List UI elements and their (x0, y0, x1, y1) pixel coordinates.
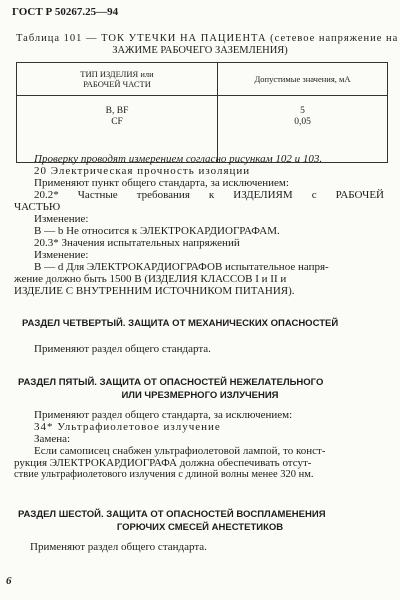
page-number: 6 (6, 575, 12, 587)
paragraph: 20.2* Частные требования к ИЗДЕЛИЯМ с РАБОЧЕЙ (34, 189, 384, 201)
standard-header: ГОСТ Р 50267.25—94 (12, 6, 119, 18)
paragraph: Проверку проводят измерением согласно рисункам 102 и 103. (34, 153, 323, 165)
paragraph: B — d Для ЭЛЕКТРОКАРДИОГРАФОВ испытательное напря- (34, 261, 329, 273)
table-caption: Таблица 101 — ТОК УТЕЧКИ НА ПАЦИЕНТА (сетевое напряжение на (16, 33, 399, 44)
section-title: РАЗДЕЛ ШЕСТОЙ. ЗАЩИТА ОТ ОПАСНОСТЕЙ ВОСПЛАМЕНЕНИЯ (18, 509, 326, 520)
section-title: РАЗДЕЛ ПЯТЫЙ. ЗАЩИТА ОТ ОПАСНОСТЕЙ НЕЖЕЛАТЕЛЬНОГО (18, 377, 324, 388)
cell-type: B, BF (105, 106, 129, 116)
paragraph: Применяют раздел общего стандарта. (30, 541, 207, 553)
cell-value: 5 (300, 106, 305, 116)
paragraph: Изменение: (34, 249, 89, 261)
section-title-continued: ГОРЮЧИХ СМЕСЕЙ АНЕСТЕТИКОВ (116, 522, 284, 533)
leakage-current-table (16, 62, 388, 163)
cell-value: 0,05 (294, 117, 311, 127)
section-title-continued: ИЛИ ЧРЕЗМЕРНОГО ИЗЛУЧЕНИЯ (121, 390, 279, 401)
col-header-type-line1: ТИП ИЗДЕЛИЯ или (80, 69, 154, 79)
paragraph: Если самописец снабжен ультрафиолетовой лампой, то конст- (34, 445, 326, 457)
paragraph: ЧАСТЬЮ (14, 201, 61, 213)
paragraph: ИЗДЕЛИЕ С ВНУТРЕННИМ ИСТОЧНИКОМ ПИТАНИЯ). (14, 285, 295, 297)
paragraph: Применяют раздел общего стандарта. (34, 343, 211, 355)
section-title: РАЗДЕЛ ЧЕТВЕРТЫЙ. ЗАЩИТА ОТ МЕХАНИЧЕСКИХ ОПАСНОСТЕЙ (22, 318, 339, 329)
col-header-type-line2: РАБОЧЕЙ ЧАСТИ (83, 79, 151, 89)
paragraph: Замена: (34, 433, 71, 445)
clause-heading: 34* Ультрафиолетовое излучение (34, 421, 221, 433)
paragraph: Изменение: (34, 213, 89, 225)
cell-type: CF (111, 117, 123, 127)
paragraph: B — b Не относится к ЭЛЕКТРОКАРДИОГРАФАМ. (34, 225, 280, 237)
table-caption-continued: ЗАЖИМЕ РАБОЧЕГО ЗАЗЕМЛЕНИЯ) (112, 45, 288, 56)
paragraph: Применяют пункт общего стандарта, за исключением: (34, 177, 289, 189)
col-header-value: Допустимые значения, мА (218, 63, 388, 96)
paragraph: рукция ЭЛЕКТРОКАРДИОГРАФА должна обеспечивать отсут- (14, 457, 312, 469)
paragraph: ствие ультрафиолетового излучения с длиной волны менее 320 нм. (14, 469, 314, 480)
paragraph: 20.3* Значения испытательных напряжений (34, 237, 240, 249)
clause-heading: 20 Электрическая прочность изоляции (34, 165, 251, 177)
col-header-type (17, 63, 218, 96)
paragraph: Применяют раздел общего стандарта, за исключением: (34, 409, 293, 421)
table-header-row (17, 63, 388, 96)
paragraph: жение должно быть 1500 В (ИЗДЕЛИЯ КЛАССОВ I и II и (14, 273, 287, 285)
